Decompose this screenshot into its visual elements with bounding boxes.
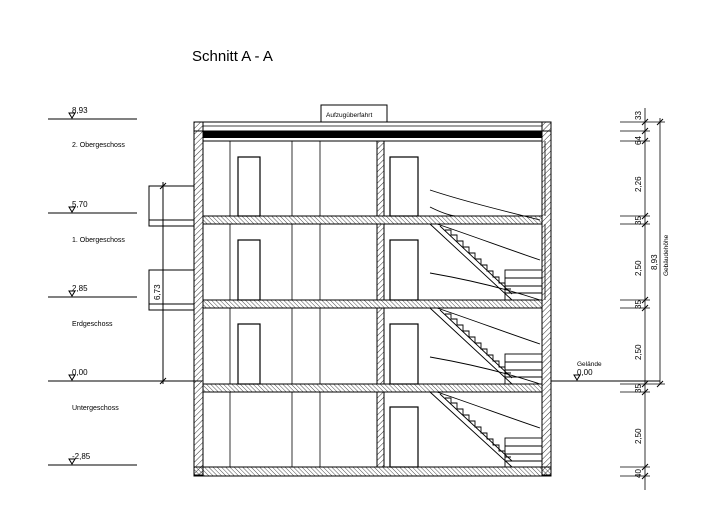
ground-value: 0,00 — [577, 368, 593, 377]
dim-3: 35 — [634, 216, 643, 225]
floor-label-ug: Untergeschoss — [72, 405, 119, 412]
level-value-5: -2,85 — [72, 452, 91, 461]
level-value-1: 8,93 — [72, 106, 88, 115]
total-height-label: Gebäudehöhe — [663, 234, 670, 276]
floor-label-eg: Erdgeschoss — [72, 321, 113, 328]
dim-0: 33 — [634, 111, 643, 120]
floor-label-2og: 2. Obergeschoss — [72, 142, 125, 149]
dim-5: 35 — [634, 300, 643, 309]
balconies — [149, 182, 194, 384]
level-value-3: 2,85 — [72, 284, 88, 293]
elevator-overrun-label: Aufzugüberfahrt — [326, 112, 373, 119]
floor-label-1og: 1. Obergeschoss — [72, 237, 125, 244]
ground-label: Gelände — [577, 361, 602, 368]
dim-8: 2,50 — [634, 428, 643, 444]
level-value-2: 5,70 — [72, 200, 88, 209]
drawing-title: Schnitt A - A — [192, 48, 273, 65]
dim-2: 2,26 — [634, 176, 643, 192]
total-height-value: 8,93 — [650, 254, 659, 270]
dim-9: 40 — [634, 469, 643, 478]
building-section — [194, 122, 551, 476]
balcony-dimension: 6,73 — [153, 284, 162, 300]
dim-1: 64 — [634, 136, 643, 145]
dim-7: 35 — [634, 384, 643, 393]
stairs — [430, 190, 542, 467]
ground-line — [551, 375, 660, 381]
level-value-4: 0,00 — [72, 368, 88, 377]
dim-4: 2,50 — [634, 260, 643, 276]
dim-6: 2,50 — [634, 344, 643, 360]
